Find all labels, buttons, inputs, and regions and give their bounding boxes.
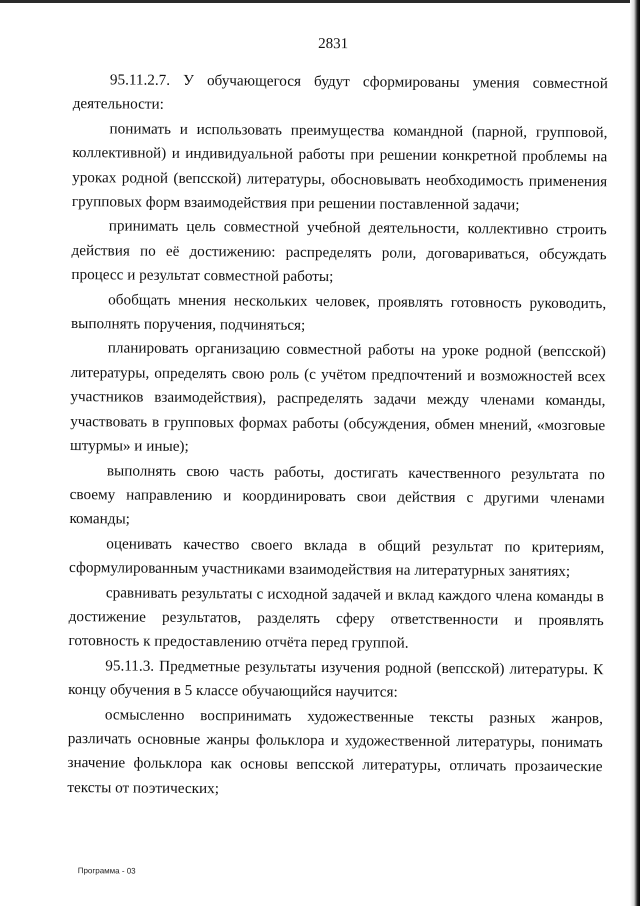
paragraph-perceive-texts: осмысленно воспринимать художественные тексты разных жанров, различать основные жанры фольклора и художественной литературы, понимать значение фольклора как основы вепсской литературы, отличать прозаические тексты от поэтических; [67,705,603,797]
paragraph-section-95-11-3: 95.11.3. Предметные результаты изучения родной (вепсской) литературы. К концу обучения в 5 классе обучающийся научится: [68,657,604,701]
paragraph-evaluate-contribution: оценивать качество своего вклада в общий результат по критериям, сформулированным участниками взаимодействия на литературных занятиях; [69,535,605,581]
paragraph-teamwork-advantages: понимать и использовать преимущества командной (парной, групповой, коллективной) и индивидуальной работы при решении конкретной проблемы на уроках родной (вепсской) литературы, обосновывать необходимость применения групповых форм взаимодействия при решении поставленной задачи; [71,120,608,214]
paragraph-joint-goal: принимать цель совместной учебной деятельности, коллективно строить действия по её достижению: распределять роли, договариваться, обсуждать процесс и результат совместной работы; [71,217,607,286]
body-text [67,68,608,804]
paragraph-compare-results: сравнивать результаты с исходной задачей и вклад каждого члена команды в достижение результатов, разделять сферу ответственности и проявлять готовность к предоставлению отчёта перед группой. [68,583,604,653]
page-number: 2831 [318,35,349,53]
paragraph-section-95-11-2-7: 95.11.2.7. У обучающегося будут сформированы умения совместной деятельности: [72,71,608,114]
paragraph-own-part: выполнять свою часть работы, достигать качественного результата по своему направлению и координировать свои действия с другими членами команды; [69,461,605,528]
footer-program-code: Программа - 03 [77,866,136,876]
paragraph-plan-organization: планировать организацию совместной работы на уроке родной (вепсской) литературы, определять свою роль (с учётом предпочтений и возможностей всех участников взаимодействия), распределять задачи между членами команды, участвовать в групповых формах работы (обсуждения, обмен мнений, «мозговые штурмы» и иные); [69,339,606,456]
paragraph-generalize-opinions: обобщать мнения нескольких человек, проявлять готовность руководить, выполнять поручения, подчиняться; [70,290,607,334]
